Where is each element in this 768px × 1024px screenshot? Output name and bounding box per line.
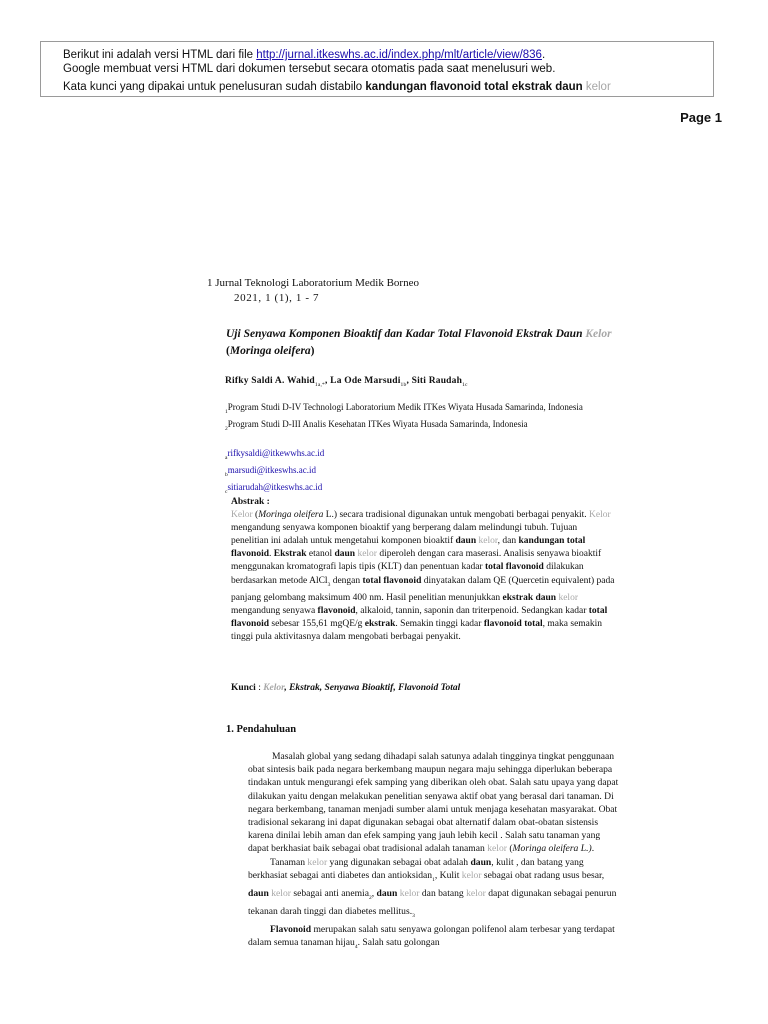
banner-kw-prefix: Kata kunci yang dipakai untuk penelusuran sudah distabilo: [63, 81, 366, 93]
paragraph-3: [248, 923, 621, 954]
bold-term: Flavonoid: [270, 924, 312, 936]
paragraph-2: [248, 856, 621, 924]
journal-issue: 2021, 1 (1), 1 - 7: [234, 292, 320, 304]
keywords-label: Kunci: [231, 683, 256, 693]
affiliation-2-mark: 2: [225, 425, 228, 432]
hl-kelor: kelor: [461, 869, 482, 881]
abstract-text: . Semakin tinggi kadar: [395, 618, 484, 629]
banner-prefix: Berikut ini adalah versi HTML dari file: [63, 49, 257, 61]
paragraph-text: Masalah global yang sedang dihadapi salah satunya adalah tingginya tingkat penggunaan obat sintesis baik pada negara berkembang maupun negara maju sehingga diperlukan beberapa tindakan untuk mengurangi efek samping yang diberikan oleh obat. Salah satu upaya yang dapat dilakukan yaitu dengan melakukan penelitian senyawa aktif obat yang berasal dari tanaman. Di negara berkembang, tanaman menjadi sumber alami untuk menjaga kesehatan masyarakat. Obat tradisional sekarang ini dapat digunakan sebagai obat alternatif dalam obat-obatan sistensis karena dinilai lebih aman dan efek samping yang jauh lebih kecil . Salah satu tanaman yang dapat berkhasiat baik sebagai obat tradisional adalah tanaman: [248, 751, 619, 855]
article-title: [226, 326, 646, 360]
banner-suffix: .: [541, 49, 546, 61]
banner-line-1: [63, 48, 713, 62]
abstract-text: , dan: [497, 536, 519, 547]
citation: 2: [369, 894, 372, 901]
paragraph-text: , Kulit: [434, 869, 462, 881]
author-2: , La Ode Marsudi: [325, 376, 401, 386]
hl-kelor: kelor: [466, 887, 486, 899]
citation: 4: [354, 944, 358, 951]
hl-kelor: kelor: [478, 536, 498, 547]
bold-term: total flavonoid: [362, 575, 422, 586]
abstract-latin: Moringa oleifera: [258, 510, 324, 521]
email-3: [225, 481, 324, 498]
author-1-mark: 1a,*: [314, 381, 326, 388]
email-3-link[interactable]: sitiarudah@itkeswhs.ac.id: [227, 481, 323, 492]
abstract-text: , maka semakin tinggi pula aktivitasnya dalam mengobati berbagai penyakit.: [231, 618, 603, 642]
hl-kelor: kelor: [357, 549, 377, 560]
paragraph-text: (: [506, 843, 513, 855]
author-2-mark: 1b: [400, 381, 407, 388]
bold-term: ekstrak daun: [502, 592, 557, 603]
abstract-text: mengandung senyawa: [231, 605, 318, 616]
title-paren-open: (: [226, 345, 230, 357]
email-1-mark: a: [225, 454, 228, 461]
bold-term: Ekstrak: [273, 549, 307, 560]
citation: 3: [412, 912, 415, 919]
paragraph-text: yang digunakan sebagai obat adalah: [327, 856, 471, 868]
hl-kelor: Kelor: [589, 510, 611, 521]
abstract-text: sebesar 155,61 mgQE/g: [269, 618, 365, 629]
paragraph-1: [248, 750, 621, 856]
title-text: Uji Senyawa Komponen Bioaktif dan Kadar Total Flavonoid Ekstrak Daun: [226, 328, 586, 340]
paragraph-text: Tanaman: [270, 856, 308, 868]
affiliation-2: [225, 418, 645, 435]
bold-term: daun: [455, 536, 477, 547]
bold-term: daun: [334, 549, 356, 560]
paragraph-text: sebagai anti anemia: [290, 887, 369, 899]
abstract-text: mengandung senyawa komponen bioaktif yang berperang dalam melindungi tubuh. Tujuan penelitian ini adalah untuk mengetahui komponen bioaktif: [231, 523, 578, 547]
hl-kelor: kelor: [558, 592, 578, 603]
cache-banner: [40, 41, 714, 97]
paragraph-text: dan batang: [419, 887, 467, 899]
paragraph-text: merupakan salah satu senyawa golongan polifenol alam terbesar yang terdapat dalam semua tanaman hijau: [248, 924, 615, 949]
title-latin: Moringa oleifera: [229, 345, 311, 357]
paragraph-text: sebagai obat radang usus besar,: [481, 869, 605, 881]
abstract-text: etanol: [306, 549, 335, 560]
journal-name: 1 Jurnal Teknologi Laboratorium Medik Borneo: [207, 277, 419, 289]
email-1: [225, 447, 324, 464]
title-highlight: Kelor: [585, 328, 612, 340]
bold-term: total: [588, 605, 608, 616]
source-link[interactable]: http://jurnal.itkeswhs.ac.id/index.php/mlt/article/view/836: [256, 49, 542, 61]
affiliation-1-text: Program Studi D-IV Technologi Laboratorium Medik ITKes Wiyata Husada Samarinda, Indonesia: [227, 402, 583, 412]
bold-term: daun: [470, 856, 492, 868]
email-2: [225, 464, 324, 481]
abstract-text: dinyatakan dalam QE (Quercetin equivalent) pada panjang gelombang maksimum 400 nm. Hasil penelitian menunjukkan: [231, 575, 615, 603]
bold-term: daun: [248, 887, 269, 899]
paragraph-text: , kulit , dan batang yang berkhasiat sebagai anti diabetes dan antioksidan: [248, 856, 584, 881]
bold-term: kandungan total flavonoid: [231, 536, 586, 560]
bold-term: ekstrak: [364, 618, 396, 629]
hl-kelor: Kelor: [231, 510, 253, 521]
section-body: [248, 750, 621, 954]
hl-kelor: kelor: [487, 843, 507, 855]
keywords-sep: :: [255, 683, 264, 693]
authors: [225, 376, 468, 388]
email-2-mark: b: [225, 471, 228, 478]
abstract-heading: Abstrak :: [231, 497, 270, 507]
author-1: Rifky Saldi A. Wahid: [225, 376, 315, 386]
author-3: , Siti Raudah: [406, 376, 463, 386]
banner-kw-highlight: kelor: [585, 81, 611, 93]
paragraph-text: .: [591, 843, 595, 855]
keywords-highlight: Kelor: [263, 683, 285, 693]
subscript: 3: [327, 581, 331, 588]
abstract-text: dilakukan berdasarkan metode AlCl: [231, 562, 584, 586]
abstract: [231, 496, 616, 644]
affiliation-1: [225, 401, 645, 418]
emails: [225, 447, 324, 497]
abstract-text: , alkaloid, tannin, saponin dan triterpenoid. Sedangkan kadar: [355, 605, 589, 616]
section-heading: 1. Pendahuluan: [226, 724, 297, 735]
banner-kw-bold: kandungan flavonoid total ekstrak daun: [365, 81, 586, 93]
abstract-text: diperoleh dengan cara maserasi. Analisis senyawa bioaktif menggunakan kromatografi lapis tipis (KLT) dan penentuan kadar: [231, 549, 602, 573]
affiliation-2-text: Program Studi D-III Analis Kesehatan ITKes Wiyata Husada Samarinda, Indonesia: [227, 418, 528, 429]
paragraph-text: ,: [371, 887, 377, 899]
abstract-text: L.) secara tradisional digunakan untuk mengobati berbagai penyakit.: [323, 510, 590, 521]
bold-term: flavonoid total: [483, 618, 543, 629]
paragraph-text: dapat digunakan sebagai penurun tekanan darah tinggi dan diabetes mellitus.: [248, 887, 617, 918]
citation: 1: [432, 876, 435, 883]
hl-kelor: kelor: [399, 887, 420, 899]
banner-line-2: Google membuat versi HTML dari dokumen tersebut secara otomatis pada saat menelusuri web.: [63, 63, 556, 75]
email-3-mark: c: [225, 488, 228, 495]
affiliation-1-mark: 1: [225, 408, 228, 415]
hl-kelor: kelor: [271, 887, 291, 899]
bold-term: daun: [376, 887, 398, 899]
bold-term: flavonoid: [231, 618, 270, 629]
email-1-link[interactable]: rifkysaldi@itkewwhs.ac.id: [227, 448, 325, 458]
abstract-text: (: [252, 510, 259, 521]
email-2-link[interactable]: marsudi@itkeswhs.ac.id: [227, 464, 317, 475]
title-paren-close: ): [310, 345, 315, 357]
banner-keywords-line: [63, 80, 713, 94]
author-3-mark: 1c: [462, 381, 468, 388]
abstract-body: Kelor (Moringa oleifera L.) secara tradisional digunakan untuk mengobati berbagai penyakit. Kelor mengandung senyawa komponen bioaktif yang berperang dalam melindungi tubuh. Tujuan penelitian ini adalah untuk mengetahui komponen bioaktif daun kelor, dan kandungan total flavonoid. Ekstrak etanol daun kelor diperoleh dengan cara maserasi. Analisis senyawa bioaktif menggunakan kromatografi lapis tipis (KLT) dan penentuan kadar total flavonoid dilakukan berdasarkan metode AlCl$_3$ dengan total flavonoid dinyatakan dalam QE (Quercetin equivalent) pada panjang gelombang maksimum 400 nm. Hasil penelitian menunjukkan ekstrak daun kelor mengandung senyawa flavonoid, alkaloid, tannin, saponin dan triterpenoid. Sedangkan kadar total flavonoid sebesar 155,61 mgQE/g ekstrak. Semakin tinggi kadar flavonoid total, maka semakin tinggi pula aktivitasnya dalam mengobati berbagai penyakit.: [231, 510, 615, 642]
bold-term: total flavonoid: [484, 562, 544, 573]
keywords-list: , Ekstrak, Senyawa Bioaktif, Flavonoid Total: [284, 683, 461, 693]
page-label: Page 1: [680, 110, 722, 125]
bold-term: flavonoid: [317, 605, 356, 616]
abstract-text: dengan: [330, 575, 363, 586]
keywords: [231, 683, 631, 693]
hl-kelor: kelor: [307, 856, 328, 868]
paragraph-text: . Salah satu golongan: [357, 937, 440, 949]
latin-name: Moringa oleifera L.): [512, 843, 592, 855]
affiliations: [225, 401, 645, 435]
